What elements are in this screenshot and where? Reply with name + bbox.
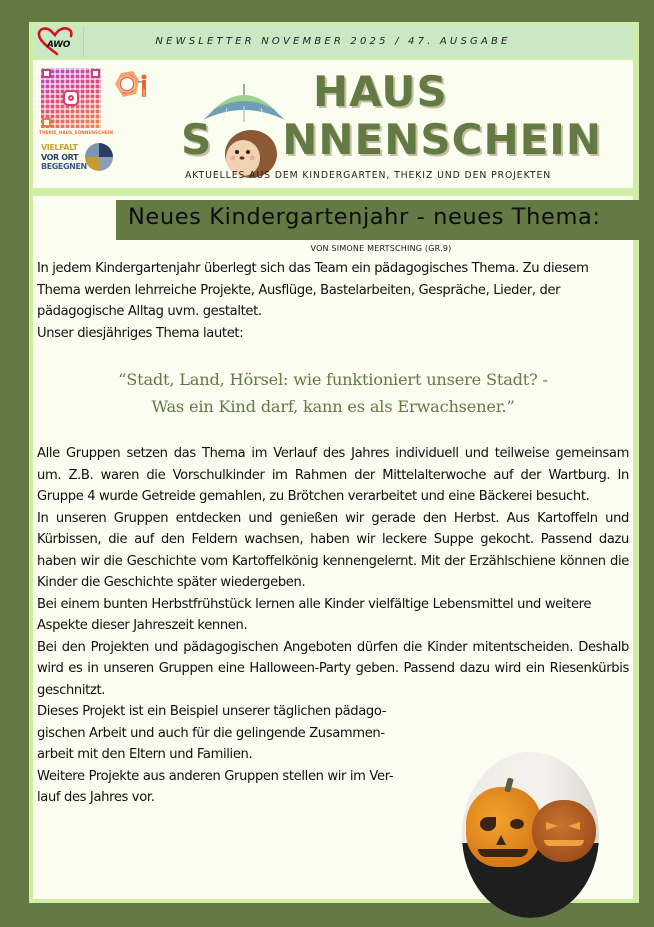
article-title-bar (116, 200, 644, 240)
qr-corner-icon (91, 69, 100, 78)
paragraph-breakfast: Bei einem bunten Herbstfrühstück lernen alle Kinder vielfältige Lebensmittel und weitere Aspekte dieser Jahreszeit kennen. (37, 596, 592, 633)
masthead-title-line-2 (181, 116, 602, 164)
masthead (33, 60, 633, 188)
vielfalt-line-2: VOR ORT (41, 152, 79, 162)
narrow-line: Weitere Projekte aus anderen Gruppen stellen wir im Ver- (37, 768, 394, 784)
awo-logo-text: AWO (47, 40, 71, 50)
narrow-line: Dieses Projekt ist ein Beispiel unserer täglichen pädago- (37, 704, 387, 719)
paragraph-halloween: Bei den Projekten und pädagogischen Angeboten dürfen die Kinder mitentscheiden. Deshalb wird es in unseren Gruppen eine Halloween-Party geben. Passend dazu wird ein Riesenkürbis geschnitzt. (37, 639, 629, 698)
separator-band (29, 188, 639, 196)
vielfalt-logo-text (41, 143, 85, 172)
pumpkin-right-icon (532, 800, 596, 862)
globe-icon (85, 143, 113, 171)
intro-theme-lead: Unser diesjähriges Thema lautet: (37, 325, 244, 341)
theme-quote (33, 366, 633, 420)
qr-caption: THEKIZ_HAUS_SONNENSCHEIN (39, 130, 114, 135)
masthead-subtitle: AKTUELLES AUS DEM KINDERGARTEN, THEKIZ UND DEN PROJEKTEN (185, 170, 552, 181)
article-title: Neues Kindergartenjahr - neues Thema: (128, 204, 601, 230)
narrow-text-block (37, 701, 452, 809)
paragraph-groups: Alle Gruppen setzen das Thema im Verlauf des Jahres individuell und teilweise gemeinsam um. Z.B. waren die Vorschulkinder im Rahmen der Mittelalterwoche auf der Wartburg. In Gruppe 4 wurde Getreide gemahlen, zu Brötchen verarbeitet und eine Bäckerei besucht. (37, 446, 629, 504)
masthead-title-line-1: HAUS (313, 67, 448, 116)
narrow-line: gischen Arbeit und auch für die gelingende Zusammen- (37, 725, 385, 741)
pumpkin-left-icon (466, 787, 542, 867)
qr-corner-icon (42, 69, 51, 78)
qr-corner-icon (42, 118, 51, 127)
paragraph-autumn: In unseren Gruppen entdecken und genießen wir gerade den Herbst. Aus Kartoffeln und Kürbissen, die auf den Feldern wachsen, haben wir leckere Suppe gekocht. Passend dazu haben wir die Geschichte vom Kartoffelkönig kennengelernt. Mit der Erzählschiene können die Kinder die Geschichte später wiedergeben. (37, 510, 629, 590)
instagram-qr-code[interactable] (41, 68, 101, 128)
vielfalt-vor-ort-begegnen-logo (41, 142, 113, 178)
vielfalt-line-3: BEGEGNEN (41, 162, 87, 171)
newsletter-header-band (33, 25, 633, 58)
article-byline: VON SIMONE MERTSCHING (GR.9) (310, 244, 452, 253)
quote-line-1: “Stadt, Land, Hörsel: wie funktioniert unsere Stadt? - (118, 370, 548, 389)
narrow-line: arbeit mit den Eltern und Familien. (37, 747, 253, 762)
halloween-pumpkins-photo (462, 752, 599, 918)
vielfalt-line-1: VIELFALT (41, 143, 78, 152)
article-intro (37, 258, 629, 344)
quote-line-2: Was ein Kind darf, kann es als Erwachsener.” (151, 397, 515, 416)
masthead-title-rest: NNENSCHEIN (282, 115, 603, 164)
narrow-line: lauf des Jahres vor. (37, 790, 155, 805)
thekiz-logo-icon (111, 68, 151, 102)
instagram-icon (63, 90, 79, 106)
newsletter-issue-label: NEWSLETTER NOVEMBER 2025 / 47. AUSGABE (155, 36, 511, 47)
intro-paragraph: In jedem Kindergartenjahr überlegt sich das Team ein pädagogisches Thema. Zu diesem Thema werden lehrreiche Projekte, Ausflüge, Bastelarbeiten, Gespräche, Lieder, der pädagogische Alltag uvm. gestaltet. (37, 261, 589, 319)
masthead-title-s: S (181, 115, 213, 164)
